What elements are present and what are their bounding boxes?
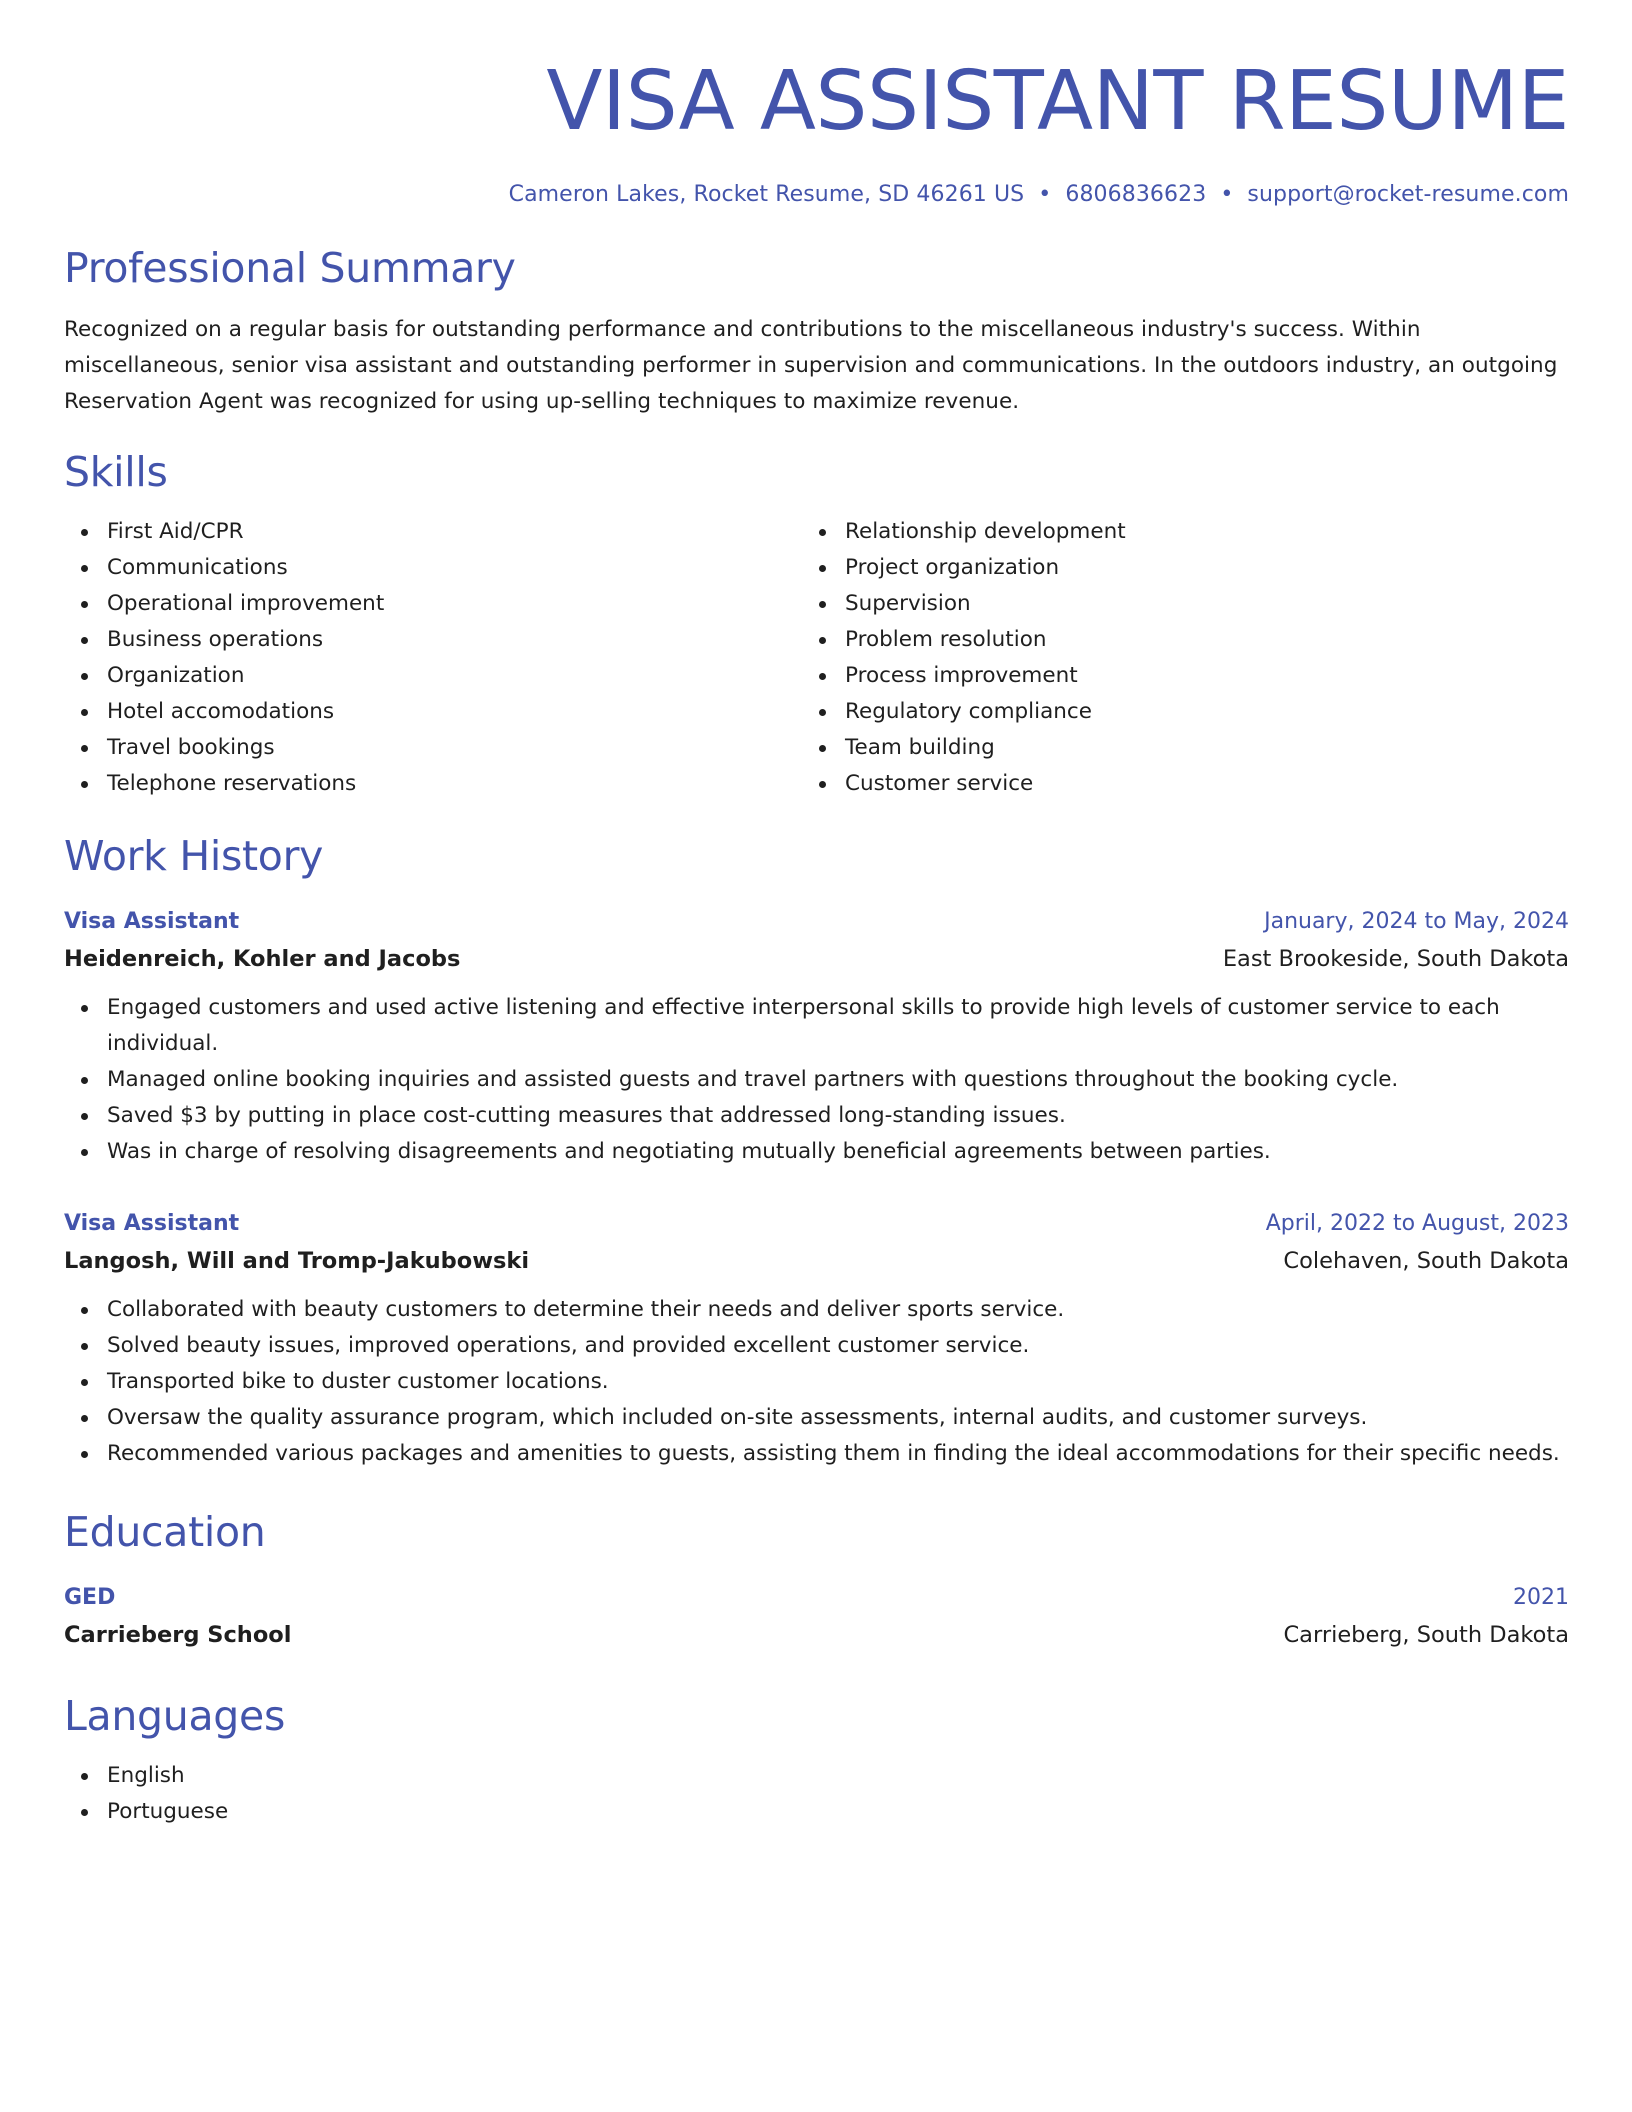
job-company: Heidenreich, Kohler and Jacobs (64, 946, 461, 972)
skill-item: Organization (64, 658, 802, 694)
skill-item: Regulatory compliance (802, 694, 1569, 730)
job-duty-item: Transported bike to duster customer locations. (64, 1364, 1569, 1400)
job-role-row (64, 904, 1569, 940)
summary-section (64, 242, 1569, 420)
job-title: Visa Assistant (64, 1211, 240, 1236)
job-duty-item: Collaborated with beauty customers to determine their needs and deliver sports service. (64, 1292, 1569, 1328)
skill-item: Hotel accomodations (64, 694, 802, 730)
job-title: Visa Assistant (64, 909, 240, 934)
job-dates: April, 2022 to August, 2023 (1265, 1211, 1569, 1236)
job-company-row (64, 940, 1569, 978)
job-dates: January, 2024 to May, 2024 (1264, 909, 1569, 934)
summary-text: Recognized on a regular basis for outstanding performance and contributions to the miscellaneous industry's success. Within miscellaneous, senior visa assistant and outstanding performer in supervision and communications. In the outdoors industry, an outgoing Reservation Agent was recognized for using up-selling techniques to maximize revenue. (64, 317, 1558, 414)
skill-item: Process improvement (802, 658, 1569, 694)
skill-item: First Aid/CPR (64, 514, 802, 550)
education-year: 2021 (1513, 1585, 1569, 1610)
summary-heading: Professional Summary (64, 244, 516, 292)
contact-separator: • (1038, 182, 1052, 207)
job-duty-item: Saved $3 by putting in place cost-cutting measures that addressed long-standing issues. (64, 1098, 1569, 1134)
work-history-heading: Work History (64, 832, 324, 880)
education-degree-row (64, 1580, 1569, 1616)
skills-heading: Skills (64, 448, 168, 496)
education-school-row (64, 1616, 1569, 1654)
contact-email: support@rocket-resume.com (1247, 182, 1569, 207)
education-entry (64, 1580, 1569, 1654)
contact-address: Cameron Lakes, Rocket Resume, SD 46261 US (508, 182, 1025, 207)
job-entry (64, 1206, 1569, 1472)
skill-item: Supervision (802, 586, 1569, 622)
resume-header (64, 0, 1569, 210)
education-degree: GED (64, 1585, 116, 1610)
skills-list-left (64, 514, 802, 802)
job-entry (64, 904, 1569, 1170)
contact-phone: 6806836623 (1065, 182, 1207, 207)
skills-section (64, 446, 1569, 802)
education-location: Carrieberg, South Dakota (1283, 1622, 1569, 1648)
skill-item: Business operations (64, 622, 802, 658)
skill-item: Problem resolution (802, 622, 1569, 658)
language-item: English (64, 1758, 1569, 1794)
skills-grid (64, 514, 1569, 802)
language-item: Portuguese (64, 1794, 1569, 1830)
work-history-section (64, 830, 1569, 1472)
languages-section (64, 1690, 1569, 1830)
job-duties-list (64, 990, 1569, 1170)
education-heading: Education (64, 1508, 266, 1556)
skill-item: Operational improvement (64, 586, 802, 622)
job-duties-list (64, 1292, 1569, 1472)
education-school: Carrieberg School (64, 1622, 292, 1648)
job-location: East Brookeside, South Dakota (1222, 946, 1569, 972)
job-location: Colehaven, South Dakota (1283, 1248, 1569, 1274)
job-duty-item: Solved beauty issues, improved operations, and provided excellent customer service. (64, 1328, 1569, 1364)
skill-item: Team building (802, 730, 1569, 766)
skill-item: Communications (64, 550, 802, 586)
languages-list (64, 1758, 1569, 1830)
resume-title: VISA ASSISTANT RESUME (546, 54, 1569, 149)
job-duty-item: Recommended various packages and amenities to guests, assisting them in finding the ideal accommodations for their specific needs. (64, 1436, 1569, 1472)
skill-item: Relationship development (802, 514, 1569, 550)
skills-list-right (802, 514, 1569, 802)
job-company: Langosh, Will and Tromp-Jakubowski (64, 1248, 530, 1274)
job-company-row (64, 1242, 1569, 1280)
contact-line (64, 180, 1569, 210)
job-duty-item: Engaged customers and used active listening and effective interpersonal skills to provide high levels of customer service to each individual. (64, 990, 1569, 1062)
skill-item: Travel bookings (64, 730, 802, 766)
job-duty-item: Managed online booking inquiries and assisted guests and travel partners with questions throughout the booking cycle. (64, 1062, 1569, 1098)
contact-separator: • (1220, 182, 1234, 207)
languages-heading: Languages (64, 1692, 285, 1740)
education-section (64, 1506, 1569, 1654)
skill-item: Customer service (802, 766, 1569, 802)
skill-item: Telephone reservations (64, 766, 802, 802)
job-role-row (64, 1206, 1569, 1242)
skill-item: Project organization (802, 550, 1569, 586)
job-duty-item: Oversaw the quality assurance program, which included on-site assessments, internal audits, and customer surveys. (64, 1400, 1569, 1436)
job-duty-item: Was in charge of resolving disagreements and negotiating mutually beneficial agreements between parties. (64, 1134, 1569, 1170)
